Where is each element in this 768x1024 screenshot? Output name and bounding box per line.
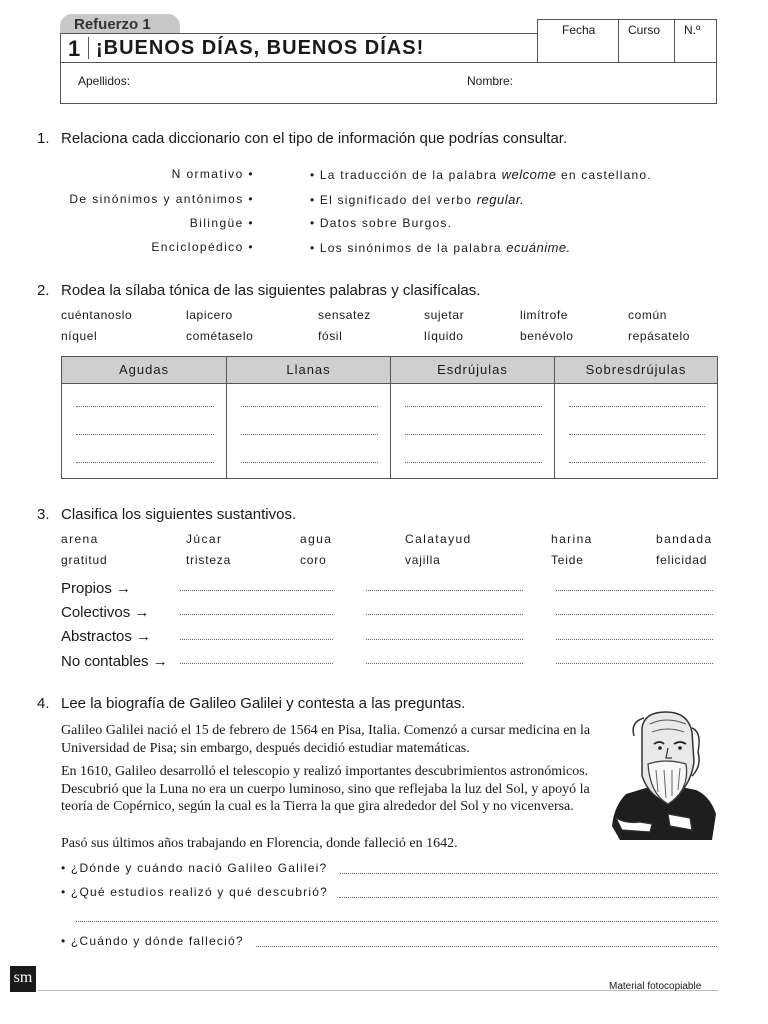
word-item[interactable]: lapicero xyxy=(186,308,233,322)
date-field[interactable]: Fecha xyxy=(537,20,619,63)
answer-line[interactable] xyxy=(76,921,717,922)
question-2: • ¿Qué estudios realizó y qué descubrió? xyxy=(61,885,328,899)
answer-line[interactable] xyxy=(405,406,542,407)
exercise-1-instruction: Relaciona cada diccionario con el tipo de información que podrías consultar. xyxy=(61,130,568,147)
dict-right-text: • La traducción de la palabra xyxy=(310,168,502,182)
bio-paragraph-2: En 1610, Galileo desarrolló el telescopio y realizó importantes descubrimientos astronómicos. Descubrió que la Luna no era un cuerpo luminoso, sino que reflejaba la luz del Sol, y apoyó la teoría de Copérnico, según la cual es la Tierra la que gira alrededor del Sol y no vicenversa. xyxy=(61,764,590,814)
unit-number: 1 xyxy=(68,36,81,61)
dict-right-italic: regular. xyxy=(476,192,525,207)
category-label-abstractos: Abstractos → xyxy=(61,628,152,645)
answer-line[interactable] xyxy=(366,639,523,640)
noun-item[interactable]: felicidad xyxy=(656,553,708,567)
answer-line[interactable] xyxy=(76,462,214,463)
word-item[interactable]: sujetar xyxy=(424,308,465,322)
table-header: Llanas xyxy=(227,357,390,384)
exercise-4-number: 4. xyxy=(37,695,50,712)
exercise-1-heading xyxy=(37,130,567,147)
noun-item[interactable]: agua xyxy=(300,532,333,546)
table-column-agudas xyxy=(62,357,226,478)
word-item[interactable]: líquido xyxy=(424,329,464,343)
category-label-colectivos: Colectivos → xyxy=(61,604,150,621)
dict-right-text: en castellano. xyxy=(556,168,652,182)
noun-item[interactable]: arena xyxy=(61,532,99,546)
word-item[interactable]: benévolo xyxy=(520,329,574,343)
noun-item[interactable]: Teide xyxy=(551,553,584,567)
dict-left-item[interactable]: Bilingüe • xyxy=(189,216,254,230)
bio-paragraph-3: Pasó sus últimos años trabajando en Florencia, donde falleció en 1642. xyxy=(61,836,458,851)
answer-line[interactable] xyxy=(556,639,713,640)
dict-right-italic: ecuánime. xyxy=(506,240,571,255)
category-label-propios: Propios → xyxy=(61,580,132,597)
answer-line[interactable] xyxy=(405,462,542,463)
answer-line[interactable] xyxy=(405,434,542,435)
word-item[interactable]: cuéntanoslo xyxy=(61,308,133,322)
table-header: Esdrújulas xyxy=(391,357,554,384)
name-field[interactable]: Nombre: xyxy=(467,74,514,88)
noun-item[interactable]: Calatayud xyxy=(405,532,472,546)
answer-line[interactable] xyxy=(76,406,214,407)
dict-right-item[interactable] xyxy=(310,167,652,182)
footer-text: Material fotocopiable xyxy=(609,981,702,992)
category-label-no-contables: No contables → xyxy=(61,653,168,670)
answer-line[interactable] xyxy=(366,663,523,664)
noun-item[interactable]: tristeza xyxy=(186,553,232,567)
noun-item[interactable]: bandada xyxy=(656,532,713,546)
exercise-3-number: 3. xyxy=(37,506,50,523)
exercise-3-heading xyxy=(37,506,296,523)
exercise-2-instruction: Rodea la sílaba tónica de las siguientes palabras y clasifícalas. xyxy=(61,282,481,299)
question-3: • ¿Cuándo y dónde falleció? xyxy=(61,934,244,948)
answer-line[interactable] xyxy=(241,462,378,463)
table-column-llanas xyxy=(226,357,390,478)
exercise-3-instruction: Clasifica los siguientes sustantivos. xyxy=(61,506,297,523)
dict-right-text: • Datos sobre Burgos. xyxy=(310,216,453,230)
classification-table xyxy=(61,356,718,479)
header-tab xyxy=(60,14,180,34)
dict-right-italic: welcome xyxy=(501,167,557,182)
answer-line[interactable] xyxy=(256,946,717,947)
name-box xyxy=(60,62,717,104)
table-header: Sobresdrújulas xyxy=(555,357,717,384)
exercise-1-number: 1. xyxy=(37,130,50,147)
answer-line[interactable] xyxy=(366,614,523,615)
answer-line[interactable] xyxy=(569,434,705,435)
answer-line[interactable] xyxy=(339,897,717,898)
dict-right-item[interactable] xyxy=(310,216,452,230)
answer-line[interactable] xyxy=(556,663,713,664)
question-1: • ¿Dónde y cuándo nació Galileo Galilei? xyxy=(61,861,328,875)
answer-line[interactable] xyxy=(241,434,378,435)
word-item[interactable]: fósil xyxy=(318,329,343,343)
answer-line[interactable] xyxy=(76,434,214,435)
surname-field[interactable]: Apellidos: xyxy=(78,74,131,88)
word-item[interactable]: sensatez xyxy=(318,308,371,322)
answer-line[interactable] xyxy=(366,590,523,591)
meta-box xyxy=(537,19,717,63)
answer-line[interactable] xyxy=(340,873,717,874)
answer-line[interactable] xyxy=(180,663,333,664)
title-separator xyxy=(88,37,89,59)
word-item[interactable]: cométaselo xyxy=(186,329,254,343)
word-item[interactable]: níquel xyxy=(61,329,98,343)
answer-line[interactable] xyxy=(556,614,713,615)
bio-paragraph-1: Galileo Galilei nació el 15 de febrero de 1564 en Pisa, Italia. Comenzó a cursar medicina en la Universidad de Pisa; sin embargo, después decidió estudiar matemáticas. xyxy=(61,723,591,756)
course-field[interactable]: Curso xyxy=(618,20,675,63)
answer-line[interactable] xyxy=(180,639,333,640)
noun-item[interactable]: vajilla xyxy=(405,553,441,567)
answer-line[interactable] xyxy=(556,590,713,591)
dict-left-item[interactable]: Enciclopédico • xyxy=(151,240,254,254)
exercise-4-heading xyxy=(37,695,465,712)
word-item[interactable]: repásatelo xyxy=(628,329,691,343)
tab-label: Refuerzo 1 xyxy=(74,16,151,33)
galileo-portrait xyxy=(606,706,718,846)
table-header: Agudas xyxy=(62,357,226,384)
exercise-4-instruction: Lee la biografía de Galileo Galilei y contesta a las preguntas. xyxy=(61,695,466,712)
dict-left-item[interactable]: De sinónimos y antónimos • xyxy=(69,192,254,206)
table-column-sobresdrujulas xyxy=(554,357,717,478)
dict-left-item[interactable]: N ormativo • xyxy=(171,167,254,181)
noun-item[interactable]: Júcar xyxy=(186,532,223,546)
word-item[interactable]: común xyxy=(628,308,668,322)
dict-right-text: • El significado del verbo xyxy=(310,193,477,207)
exercise-2-heading xyxy=(37,282,480,299)
dict-right-item[interactable] xyxy=(310,192,524,207)
noun-item[interactable]: coro xyxy=(300,553,327,567)
answer-line[interactable] xyxy=(180,590,333,591)
answer-line[interactable] xyxy=(569,406,705,407)
noun-item[interactable]: gratitud xyxy=(61,553,108,567)
noun-item[interactable]: harina xyxy=(551,532,593,546)
answer-line[interactable] xyxy=(180,614,333,615)
page-title: ¡BUENOS DÍAS, BUENOS DÍAS! xyxy=(96,37,425,59)
publisher-logo: sm xyxy=(10,966,36,992)
word-item[interactable]: limítrofe xyxy=(520,308,569,322)
table-column-esdrujulas xyxy=(390,357,554,478)
answer-line[interactable] xyxy=(241,406,378,407)
exercise-2-number: 2. xyxy=(37,282,50,299)
dict-right-text: • Los sinónimos de la palabra xyxy=(310,241,507,255)
number-field[interactable]: N.º xyxy=(674,20,717,63)
answer-line[interactable] xyxy=(569,462,705,463)
dict-right-item[interactable] xyxy=(310,240,571,255)
